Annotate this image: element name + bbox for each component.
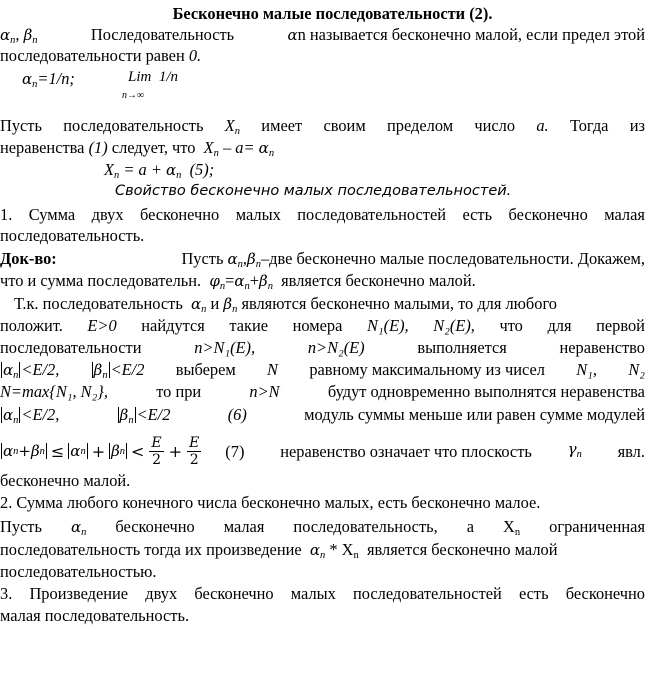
- prop2-line-3: последовательность тогда их произведение $\alpha_n$ * Xn является бесконечно малой: [0, 540, 558, 561]
- prop1-line-2: последовательность.: [0, 226, 145, 245]
- prop3-line-1: 3. Произведение двух бесконечно малых последовательностей есть бесконечно: [0, 584, 645, 603]
- inequality-7: α n + β n ≤ α n + β n < $\frac{E}{2}$ + $\frac{E}{2}$ (7): [3, 434, 245, 468]
- definition-line-2: последовательности равен 0.: [0, 46, 202, 65]
- limit-expression: Lim 1/n: [128, 69, 179, 85]
- proof-line-7: N=max{N₁, N₂}, то при n>N будут одновременно выполнятся неравенства: [0, 382, 645, 401]
- proof-line-10: бесконечно малой.: [0, 471, 131, 490]
- proof-line-1: Док-во: Пусть $\alpha_n,\beta_n$–две бесконечно малые последовательности. Докажем,: [0, 248, 645, 275]
- proof-line-3: Т.к. последовательность $\alpha_n$ и $\beta_n$ являются бесконечно малыми, то для любого: [14, 294, 557, 315]
- proof-label: Док-во:: [0, 249, 57, 268]
- page-title: [0, 3, 665, 24]
- para1-line-1: Пусть последовательность $X_n$ имеет своим пределом число a. Тогда из: [0, 116, 645, 137]
- title-text: Бесконечно малые последовательности (2).: [172, 4, 493, 23]
- def-symbols: $\alpha_n$, $\beta_n$: [0, 25, 38, 46]
- equation-5: $X_n = a + \alpha_n$ (5);: [104, 160, 215, 181]
- proof-line-5: последовательности n>N₁(E), n>N₂(E) выполняется неравенство: [0, 338, 645, 357]
- prop2-line-4: последовательностью.: [0, 562, 157, 581]
- para1-line-2: неравенства (1) следует, что $X_n - a= \alpha_n$: [0, 138, 275, 159]
- limit-subscript: n→∞: [122, 90, 145, 101]
- proof-line-4: положит. E>0 найдутся такие номера N₁(E), N₂(E), что для первой: [0, 316, 645, 335]
- def-word: Последовательность: [90, 25, 235, 44]
- proof-line-6: $\alpha_n <E/2$, $\beta_n <E/2$ выберем N равному максимальному из чисел N₁, N₂: [3, 360, 645, 381]
- proof-line-9: α n + β n ≤ α n + β n < $\frac{E}{2}$ + $\frac{E}{2}$ (7) неравенство означает что плоскость $\gamma_n$ явл.: [0, 431, 645, 471]
- prop2-line-1: 2. Сумма любого конечного числа бесконечно малых, есть бесконечно малое.: [0, 493, 541, 512]
- prop3-line-2: малая последовательность.: [0, 606, 190, 625]
- property-heading: Свойство бесконечно малых последовательностей.: [115, 183, 512, 199]
- def-alpha: αn называется бесконечно малой, если предел этой: [287, 25, 645, 44]
- prop2-line-2: Пусть $\alpha_n$ бесконечно малая последовательность, а Xn ограниченная: [0, 517, 645, 538]
- proof-line-2: что и сумма последовательн. $\varphi_n=\alpha_n+\beta_n$ является бесконечно малой.: [0, 271, 476, 292]
- proof-line-8: $\alpha_n <E/2$, $\beta_n <E/2$ (6) модуль суммы меньше или равен сумме модулей: [3, 405, 645, 426]
- example-formula: $\alpha_n=1/n$;: [22, 69, 75, 90]
- prop1-line-1: 1. Сумма двух бесконечно малых последовательностей есть бесконечно малая: [0, 205, 645, 224]
